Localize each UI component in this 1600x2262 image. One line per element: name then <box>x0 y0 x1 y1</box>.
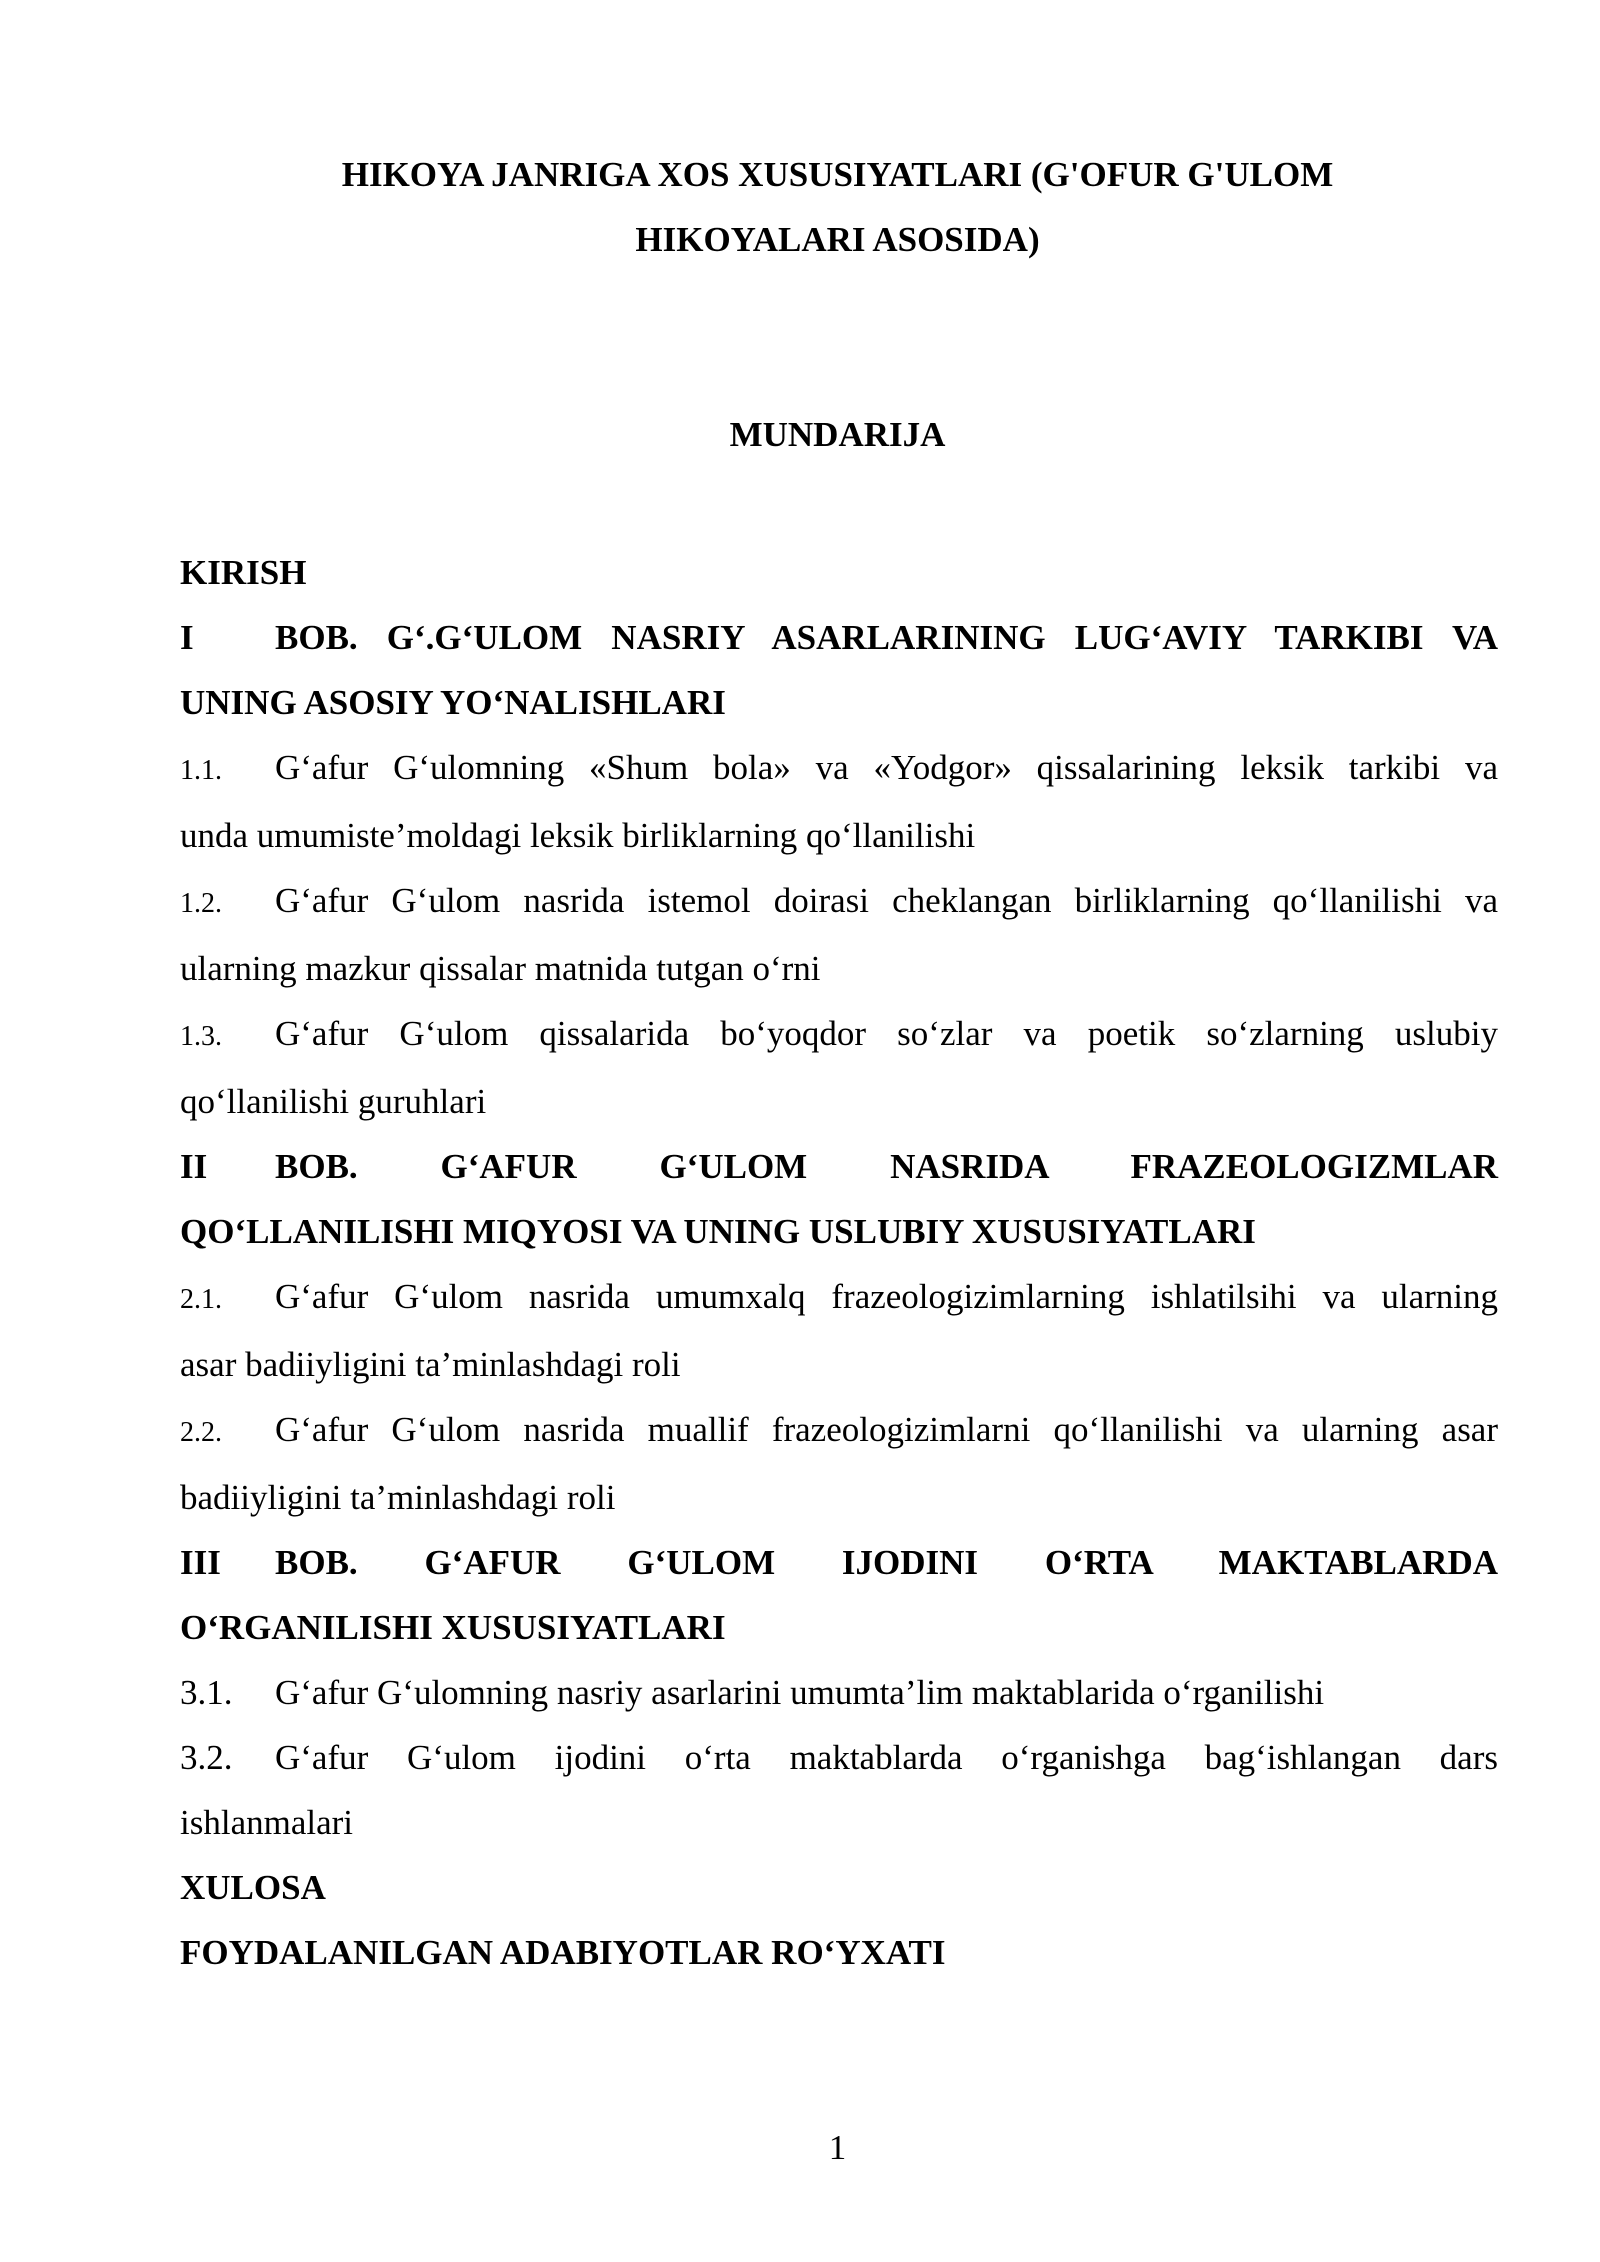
section-3-2-number: 3.2. <box>180 1738 233 1777</box>
toc-chapter-1-line-2: UNING ASOSIY YO‘NALISHLARI <box>180 683 726 722</box>
chapter-1-title: BOB. G‘.G‘ULOM NASRIY ASARLARINING LUG‘AVIY TARKIBI VA <box>275 618 1498 657</box>
chapter-2-numeral: II <box>180 1147 208 1186</box>
toc-section-2-1-line-1 <box>180 1264 1498 1332</box>
toc-chapter-3-line-2: O‘RGANILISHI XUSUSIYATLARI <box>180 1608 726 1647</box>
section-1-3-number: 1.3. <box>180 1021 222 1052</box>
toc-section-3-2-line-1 <box>180 1725 1498 1790</box>
toc-section-1-2-line-2: ularning mazkur qissalar matnida tutgan o‘rni <box>180 949 821 988</box>
toc-section-1-3-line-2: qo‘llanilishi guruhlari <box>180 1082 487 1121</box>
toc-chapter-2-line-2: QO‘LLANILISHI MIQYOSI VA UNING USLUBIY XUSUSIYATLARI <box>180 1212 1256 1251</box>
section-1-2-number: 1.2. <box>180 888 222 919</box>
toc-section-3-1-line-1 <box>180 1660 1498 1725</box>
section-2-1-number: 2.1. <box>180 1284 222 1315</box>
chapter-1-numeral: I <box>180 618 194 657</box>
section-3-2-title: G‘afur G‘ulom ijodini o‘rta maktablarda o‘rganishga bag‘ishlangan dars <box>275 1738 1498 1777</box>
toc-section-1-1-line-1 <box>180 735 1498 803</box>
table-of-contents <box>180 540 1498 1985</box>
toc-intro: KIRISH <box>180 553 307 592</box>
section-2-1-title: G‘afur G‘ulom nasrida umumxalq frazeologizimlarning ishlatilsihi va ularning <box>275 1277 1498 1316</box>
toc-section-1-1-line-2: unda umumiste’moldagi leksik birliklarning qo‘llanilishi <box>180 816 976 855</box>
section-1-1-number: 1.1. <box>180 755 222 786</box>
document-title-line-2: HIKOYALARI ASOSIDA) <box>635 220 1040 259</box>
chapter-2-title: BOB. G‘AFUR G‘ULOM NASRIDA FRAZEOLOGIZMLAR <box>275 1147 1498 1186</box>
toc-references: FOYDALANILGAN ADABIYOTLAR RO‘YXATI <box>180 1933 946 1972</box>
section-3-1-title: G‘afur G‘ulomning nasriy asarlarini umumta’lim maktablarida o‘rganilishi <box>275 1673 1325 1712</box>
toc-chapter-1-line-1 <box>180 605 1498 670</box>
toc-section-3-2-line-2: ishlanmalari <box>180 1803 354 1842</box>
section-1-2-title: G‘afur G‘ulom nasrida istemol doirasi cheklangan birliklarning qo‘llanilishi va <box>275 881 1498 920</box>
page-number: 1 <box>828 2128 847 2167</box>
toc-section-1-2-line-1 <box>180 868 1498 936</box>
chapter-3-title: BOB. G‘AFUR G‘ULOM IJODINI O‘RTA MAKTABLARDA <box>275 1543 1498 1582</box>
chapter-3-numeral: III <box>180 1543 221 1582</box>
section-3-1-number: 3.1. <box>180 1673 233 1712</box>
toc-section-2-2-line-1 <box>180 1397 1498 1465</box>
contents-heading: MUNDARIJA <box>729 415 946 454</box>
section-1-3-title: G‘afur G‘ulom qissalarida bo‘yoqdor so‘zlar va poetik so‘zlarning uslubiy <box>275 1014 1498 1053</box>
document-title-line-1: HIKOYA JANRIGA XOS XUSUSIYATLARI (G'OFUR G'ULOM <box>341 155 1334 194</box>
section-2-2-number: 2.2. <box>180 1417 222 1448</box>
section-1-1-title: G‘afur G‘ulomning «Shum bola» va «Yodgor» qissalarining leksik tarkibi va <box>275 748 1498 787</box>
toc-section-2-1-line-2: asar badiiyligini ta’minlashdagi roli <box>180 1345 681 1384</box>
toc-chapter-2-line-1 <box>180 1134 1498 1199</box>
toc-section-2-2-line-2: badiiyligini ta’minlashdagi roli <box>180 1478 616 1517</box>
section-2-2-title: G‘afur G‘ulom nasrida muallif frazeologizimlarni qo‘llanilishi va ularning asar <box>275 1410 1498 1449</box>
toc-conclusion: XULOSA <box>180 1868 326 1907</box>
toc-chapter-3-line-1 <box>180 1530 1498 1595</box>
toc-section-1-3-line-1 <box>180 1001 1498 1069</box>
